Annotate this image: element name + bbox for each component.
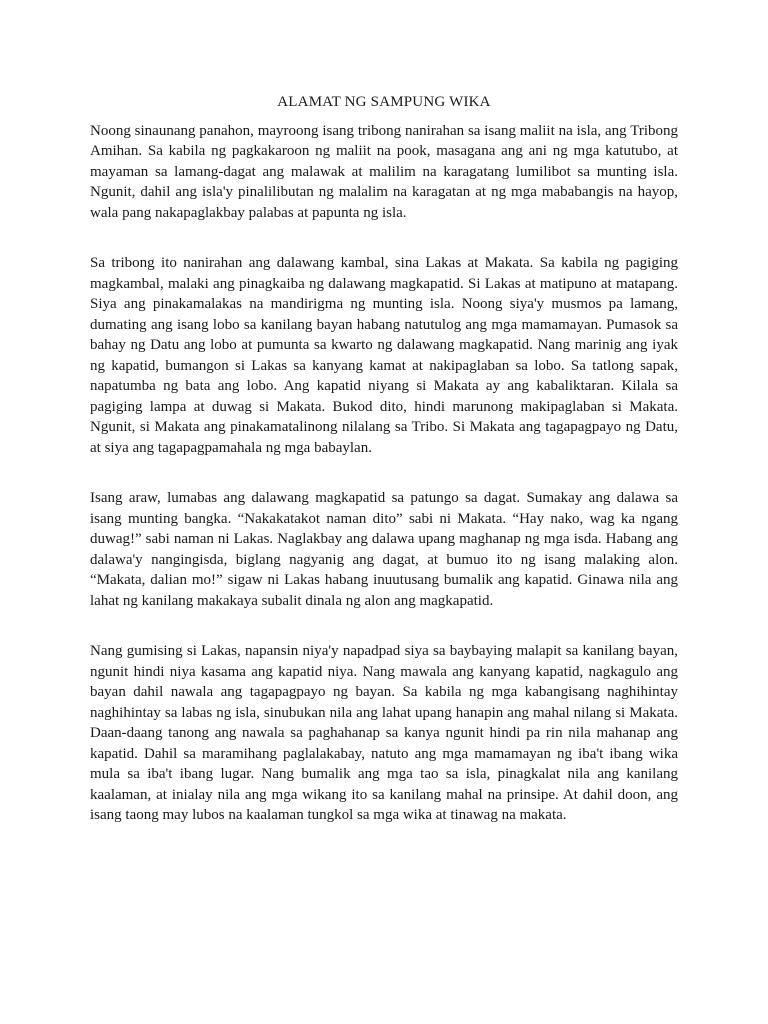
paragraph-3: Isang araw, lumabas ang dalawang magkapatid sa patungo sa dagat. Sumakay ang dalawa sa isang munting bangka. “Nakakatakot naman dito” sabi ni Makata. “Hay nako, wag ka ngang duwag!” sabi naman ni Lakas. Naglakbay ang dalawa upang maghanap ng mga isda. Habang ang dalawa'y nangingisda, biglang nagyanig ang dagat, at bumuo ito ng isang malaking alon. “Makata, dalian mo!” sigaw ni Lakas habang inuutusang bumalik ang kapatid. Ginawa nila ang lahat ng kanilang makakaya subalit dinala ng alon ang magkapatid. <box>90 490 678 609</box>
document-page <box>90 92 678 826</box>
document-title: ALAMAT NG SAMPUNG WIKA <box>277 94 491 110</box>
paragraph-2: Sa tribong ito nanirahan ang dalawang kambal, sina Lakas at Makata. Sa kabila ng pagiging magkambal, malaki ang pinagkaiba ng dalawang magkapatid. Si Lakas at matipuno at matapang. Siya ang pinakamalakas na mandirigma ng munting isla. Noong siya'y musmos pa lamang, dumating ang isang lobo sa kanilang bayan habang natutulog ang mga mamamayan. Pumasok sa bahay ng Datu ang lobo at pumunta sa kwarto ng dalawang magkapatid. Nang marinig ang iyak ng kapatid, bumangon si Lakas sa kanyang kamat at nakipaglaban sa lobo. Sa tatlong sapak, napatumba ng bata ang lobo. Ang kapatid niyang si Makata ay ang kabaliktaran. Kilala sa pagiging lampa at duwag si Makata. Bukod dito, hindi marunong makipaglaban si Makata. Ngunit, si Makata ang pinakamatalinong nilalang sa Tribo. Si Makata ang tagapagpayo ng Datu, at siya ang tagapagpamahala ng mga babaylan. <box>90 255 678 456</box>
paragraph-4: Nang gumising si Lakas, napansin niya'y napadpad siya sa baybaying malapit sa kanilang bayan, ngunit hindi niya kasama ang kapatid niya. Nang mawala ang kanyang kapatid, nagkagulo ang bayan dahil nawala ang tagapagpayo ng bayan. Sa kabila ng mga kabangisang naghihintay naghihintay sa labas ng isla, sinubukan nila ang lahat upang hanapin ang mahal nilang si Makata. Daan-daang tanong ang nawala sa paghahanap sa kanya ngunit hindi pa rin nila mahanap ang kapatid. Dahil sa maramihang paglalakabay, natuto ang mga mamamayan ng iba't ibang wika mula sa iba't ibang lugar. Nang bumalik ang mga tao sa isla, pinagkalat nila ang kanilang kaalaman, at inialay nila ang mga wikang ito sa kanilang mahal na prinsipe. At dahil doon, ang isang taong may lubos na kaalaman tungkol sa mga wika at tinawag na makata. <box>90 643 678 823</box>
paragraph-1: Noong sinaunang panahon, mayroong isang tribong nanirahan sa isang maliit na isla, ang Tribong Amihan. Sa kabila ng pagkakaroon ng maliit na pook, masagana ang ani ng mga katutubo, at mayaman sa lamang-dagat ang malawak at malilim na karagatang lumilibot sa munting isla. Ngunit, dahil ang isla'y pinalilibutan ng malalim na karagatan at ng mga mababangis na hayop, wala pang nakapaglakbay palabas at papunta ng isla. <box>90 122 678 221</box>
